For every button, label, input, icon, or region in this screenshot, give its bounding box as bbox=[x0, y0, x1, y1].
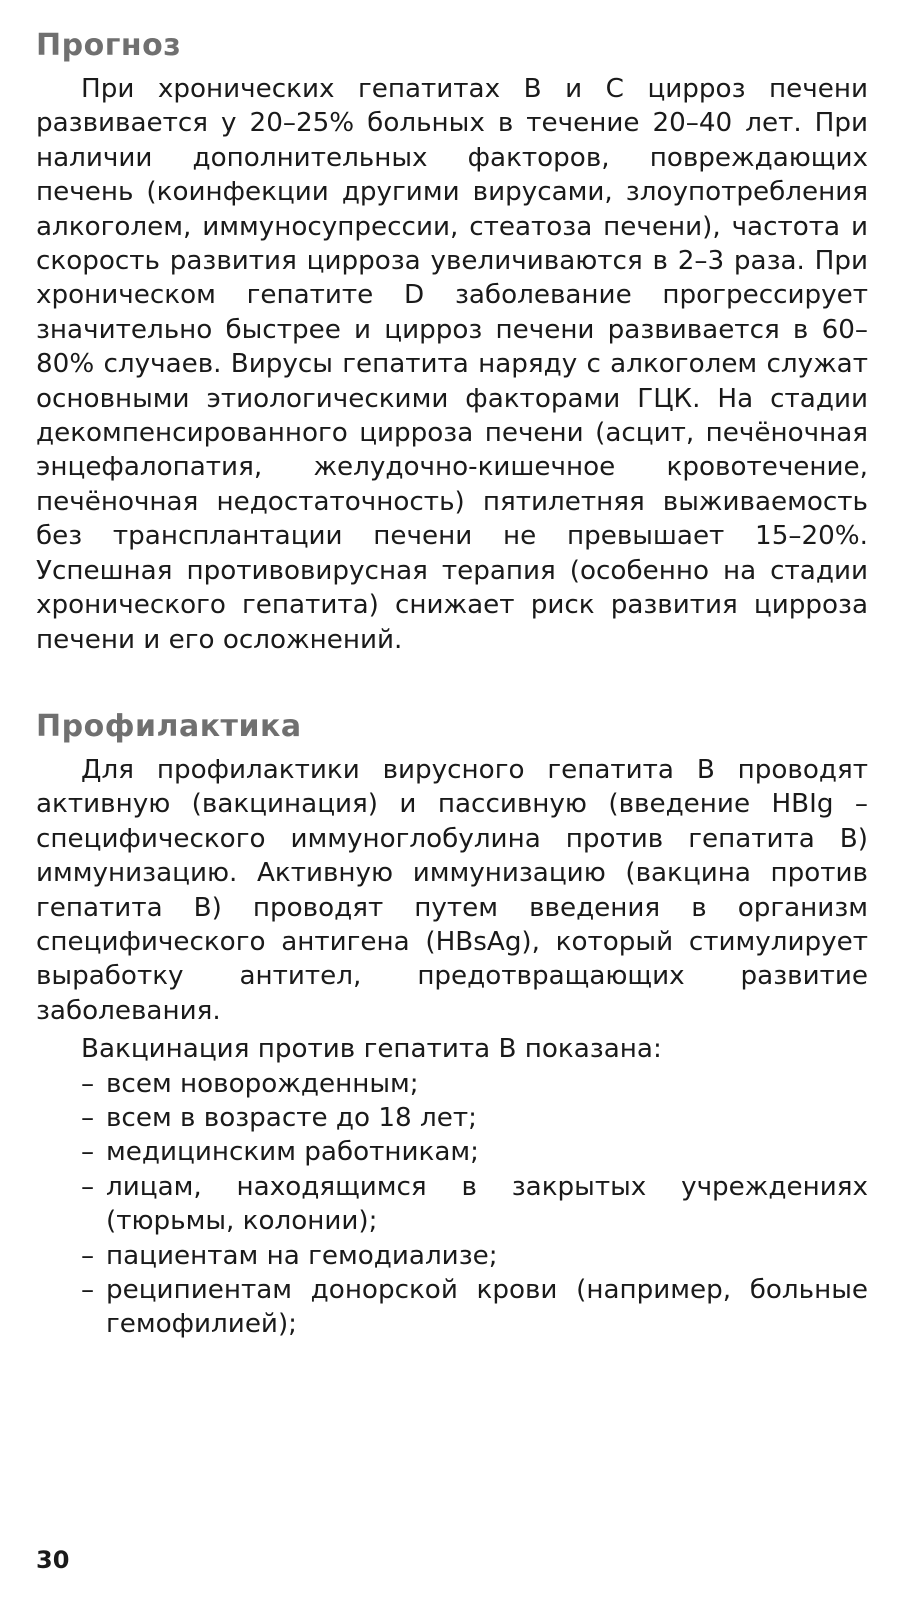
list-item-text: лицам, находящимся в закрытых учреждениях (тюрьмы, колонии); bbox=[106, 1171, 868, 1237]
list-item bbox=[36, 1135, 868, 1169]
list-item bbox=[36, 1067, 868, 1101]
list-dash: – bbox=[81, 1275, 95, 1305]
list-item-text: медицинским работникам; bbox=[106, 1137, 479, 1168]
vaccination-indications-list bbox=[36, 1067, 868, 1342]
section-heading-prognosis: Прогноз bbox=[36, 28, 182, 63]
list-item bbox=[36, 1273, 868, 1342]
list-dash: – bbox=[81, 1102, 95, 1133]
list-item-text: всем новорожденным; bbox=[106, 1068, 419, 1099]
prevention-paragraph: Для профилактики вирусного гепатита B проводят активную (вакцинация) и пассивную (введение HBIg – специфического иммуноглобулина против гепатита B) иммунизацию. Активную иммунизацию (вакцина против гепатита B) проводят путем введения в организм специфического антигена (HBsAg), который стимулирует выработку антител, предотвращающих развитие заболевания. bbox=[36, 754, 868, 1026]
list-dash: – bbox=[81, 1171, 95, 1202]
vaccination-list-intro: Вакцинация против гепатита B показана: bbox=[81, 1034, 662, 1065]
list-item-text: пациентам на гемодиализе; bbox=[106, 1240, 498, 1271]
list-item bbox=[36, 1170, 868, 1239]
section-heading-prevention: Профилактика bbox=[36, 708, 302, 744]
page-number: 30 bbox=[36, 1546, 70, 1574]
list-item-text: всем в возрасте до 18 лет; bbox=[106, 1102, 477, 1133]
list-dash: – bbox=[81, 1240, 95, 1271]
document-page bbox=[36, 22, 868, 1342]
list-dash: – bbox=[81, 1068, 95, 1099]
list-item-text: реципиентам донорской крови (например, больные гемофилией); bbox=[106, 1275, 868, 1340]
list-item bbox=[36, 1101, 868, 1135]
prognosis-paragraph: При хронических гепатитах B и C цирроз печени развивается у 20–25% больных в течение 20–40 лет. При наличии дополнительных факторов, повреждающих печень (коинфекции другими вирусами, злоупотребления алкоголем, иммуносупрессии, стеатоза печени), частота и скорость развития цирроза увеличиваются в 2–3 раза. При хроническом гепатите D заболевание прогрессирует значительно быстрее и цирроз печени развивается в 60–80% случаев. Вирусы гепатита наряду с алкоголем служат основными этиологическими факторами ГЦК. На стадии декомпенсированного цирроза печени (асцит, печёночная энцефалопатия, желудочно-кишечное кровотечение, печёночная недостаточность) пятилетняя выживаемость без трансплантации печени не превышает 15–20%. Успешная противовирусная терапия (особенно на стадии хронического гепатита) снижает риск развития цирроза печени и его осложнений. bbox=[36, 74, 868, 655]
list-dash: – bbox=[81, 1137, 95, 1168]
list-item bbox=[36, 1239, 868, 1273]
